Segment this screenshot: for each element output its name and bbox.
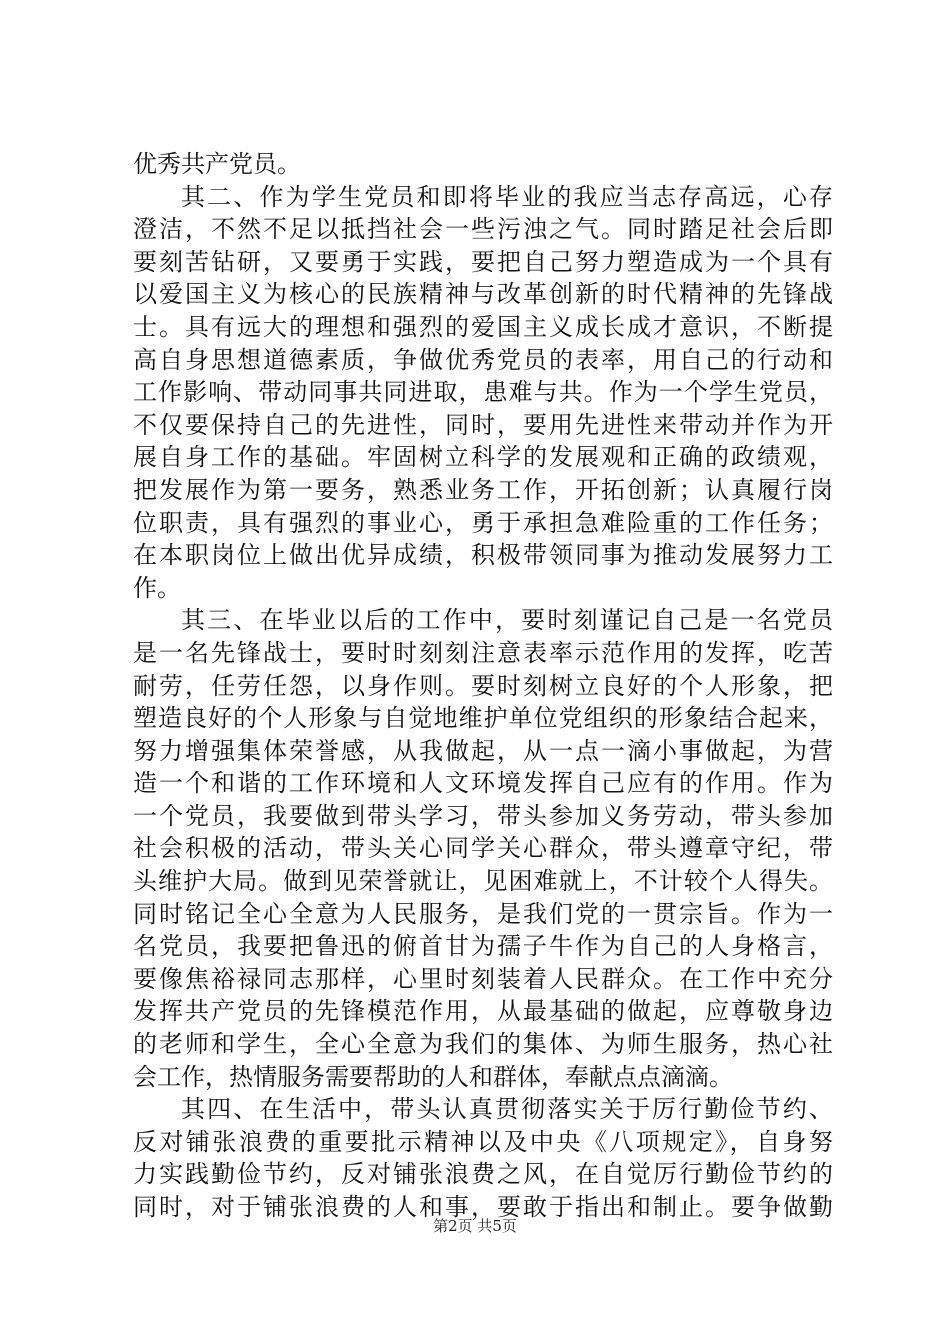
text-line: 努力增强集体荣誉感，从我做起，从一点一滴小事做起，为营 [133, 736, 833, 765]
text-line: 要刻苦钻研，又要勇于实践，要把自己努力塑造成为一个具有 [133, 247, 833, 276]
text-line: 耐劳，任劳任怨，以身作则。要时刻树立良好的个人形象，把 [133, 671, 833, 700]
text-line: 社会积极的活动，带头关心同学关心群众，带头遵章守纪，带 [133, 834, 833, 863]
text-line: 位职责，具有强烈的事业心，勇于承担急难险重的工作任务； [133, 508, 833, 537]
text-line: 要像焦裕禄同志那样，心里时刻装着人民群众。在工作中充分 [133, 964, 833, 993]
text-line: 造一个和谐的工作环境和人文环境发挥自己应有的作用。作为 [133, 769, 833, 798]
text-line: 其四、在生活中，带头认真贯彻落实关于厉行勤俭节约、 [181, 1095, 833, 1124]
text-line: 澄洁，不然不足以抵挡社会一些污浊之气。同时踏足社会后即 [133, 215, 833, 244]
text-line: 名党员，我要把鲁迅的俯首甘为孺子牛作为自己的人身格言， [133, 932, 833, 961]
text-line: 把发展作为第一要务，熟悉业务工作，开拓创新；认真履行岗 [133, 475, 833, 504]
text-line: 的老师和学生，全心全意为我们的集体、为师生服务，热心社 [133, 1030, 833, 1059]
text-line: 以爱国主义为核心的民族精神与改革创新的时代精神的先锋战 [133, 280, 833, 309]
text-line: 同时铭记全心全意为人民服务，是我们党的一贯宗旨。作为一 [133, 899, 833, 928]
text-line: 其二、作为学生党员和即将毕业的我应当志存高远，心存 [181, 182, 833, 211]
text-line: 发挥共产党员的先锋模范作用，从最基础的做起，应尊敬身边 [133, 997, 833, 1026]
text-line: 展自身工作的基础。牢固树立科学的发展观和正确的政绩观， [133, 443, 833, 472]
text-line: 在本职岗位上做出优异成绩，积极带领同事为推动发展努力工 [133, 541, 833, 570]
text-line: 反对铺张浪费的重要批示精神以及中央《八项规定》，自身努 [133, 1127, 833, 1156]
text-line: 优秀共产党员。 [133, 150, 301, 178]
text-line: 塑造良好的个人形象与自觉地维护单位党组织的形象结合起来， [133, 704, 833, 733]
text-line: 会工作，热情服务需要帮助的人和群体，奉献点点滴滴。 [133, 1062, 733, 1091]
text-line: 士。具有远大的理想和强烈的爱国主义成长成才意识，不断提 [133, 312, 833, 341]
text-line: 高自身思想道德素质，争做优秀党员的表率，用自己的行动和 [133, 345, 833, 374]
text-line: 一个党员，我要做到带头学习，带头参加义务劳动，带头参加 [133, 801, 833, 830]
page-number-footer: 第2页 共5页 [433, 1217, 517, 1235]
text-line: 是一名先锋战士，要时时刻刻注意表率示范作用的发挥，吃苦 [133, 638, 833, 667]
text-line: 同时，对于铺张浪费的人和事，要敢于指出和制止。要争做勤 [133, 1193, 833, 1221]
text-line: 作。 [133, 573, 181, 602]
text-line: 工作影响、带动同事共同进取，患难与共。作为一个学生党员， [133, 378, 833, 407]
text-line: 其三、在毕业以后的工作中，要时刻谨记自己是一名党员 [181, 606, 833, 635]
text-line: 不仅要保持自己的先进性，同时，要用先进性来带动并作为开 [133, 410, 833, 439]
text-line: 力实践勤俭节约，反对铺张浪费之风，在自觉厉行勤俭节约的 [133, 1160, 833, 1189]
text-line: 头维护大局。做到见荣誉就让，见困难就上，不计较个人得失。 [133, 867, 833, 896]
document-body [133, 148, 833, 1224]
